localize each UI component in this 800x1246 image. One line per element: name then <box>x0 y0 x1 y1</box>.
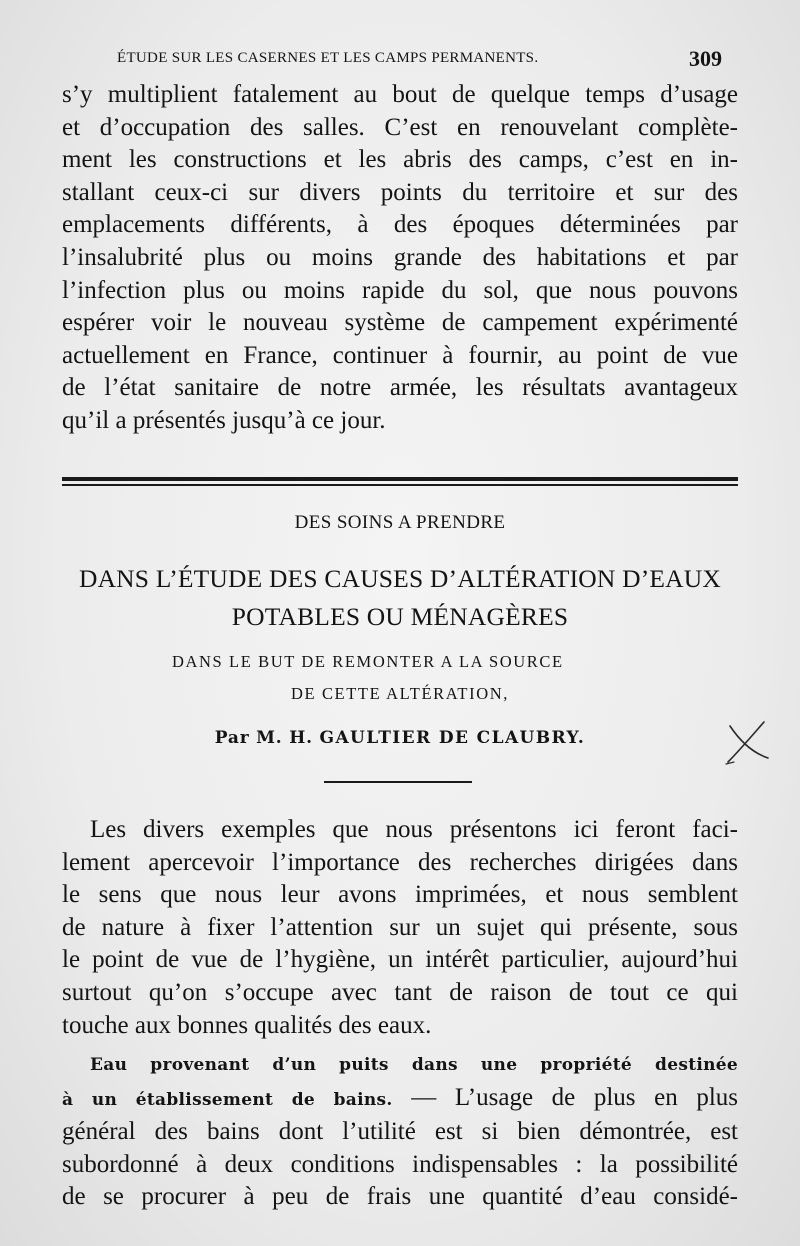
text-line: de nature à fixer l’attention sur un sujet qui présente, sous <box>62 913 738 941</box>
text-line: de l’état sanitaire de notre armée, les résultats avantageux <box>62 374 738 402</box>
text-line: s’y multiplient fatalement au bout de quelque temps d’usage <box>62 81 738 108</box>
text-line: surtout qu’on s’occupe avec tant de raison de tout ce qui <box>62 978 738 1006</box>
text-line: stallant ceux-ci sur divers points du territoire et sur des <box>62 178 738 206</box>
article-title-line-1: DANS L’ÉTUDE DES CAUSES D’ALTÉRATION D’EAUX <box>78 564 722 593</box>
run-in-title-line-2: à un établissement de bains. <box>62 1089 393 1110</box>
paragraph-run-in-title <box>62 1047 738 1082</box>
running-head-title: ÉTUDE SUR LES CASERNES ET LES CAMPS PERMANENTS. <box>117 50 539 66</box>
text-line: actuellement en France, continuer à fournir, au point de vue <box>62 341 738 369</box>
article-subtitle-line-1: DANS LE BUT DE REMONTER A LA SOURCE <box>172 652 564 671</box>
article-subtitle-line-2: DE CETTE ALTÉRATION, <box>291 684 509 703</box>
text-line: le sens que nous leur avons imprimées, et nous semblent <box>62 881 738 909</box>
author-byline <box>0 728 800 748</box>
text-span: — L’usage de plus en plus <box>392 1083 739 1111</box>
text-line: de se procurer à peu de frais une quantité d’eau considé- <box>62 1183 738 1211</box>
paragraph-introduction <box>62 814 738 1042</box>
text-line: touche aux bonnes qualités des eaux. <box>62 1011 432 1039</box>
byline-divider-rule <box>324 781 472 783</box>
text-line <box>62 1082 738 1117</box>
text-line: ment les constructions et les abris des camps, c’est en in- <box>62 146 738 174</box>
page-number: 309 <box>689 46 722 71</box>
run-in-title-line-1: Eau provenant d’un puits dans une propriété destinée <box>90 1055 738 1075</box>
text-line: et d’occupation des salles. C’est en renouvelant complète- <box>62 113 738 141</box>
article-title-line-2: POTABLES OU MÉNAGÈRES <box>231 602 569 631</box>
author-prefix: Par M. H. <box>214 728 313 748</box>
text-line: l’infection plus ou moins rapide du sol, que nous pouvons <box>62 276 738 304</box>
text-line: le point de vue de l’hygiène, un intérêt particulier, aujourd’hui <box>62 946 738 974</box>
paragraph-well-water <box>62 1047 738 1214</box>
text-line: général des bains dont l’utilité est si bien démontrée, est <box>62 1118 738 1146</box>
text-line: Les divers exemples que nous présentons ici feront faci- <box>90 816 738 843</box>
text-line: l’insalubrité plus ou moins grande des habitations et par <box>62 243 738 271</box>
text-line: espérer voir le nouveau système de campement expérimenté <box>62 309 738 337</box>
section-divider-double-rule <box>62 477 738 486</box>
article-kicker: DES SOINS A PRENDRE <box>294 512 506 533</box>
author-name: GAULTIER DE CLAUBRY. <box>319 728 586 748</box>
text-line: qu’il a présentés jusqu’à ce jour. <box>62 406 386 434</box>
text-line: subordonné à deux conditions indispensables : la possibilité <box>62 1150 738 1178</box>
text-line: lement apercevoir l’importance des recherches dirigées dans <box>62 848 738 876</box>
handwritten-cross-icon <box>724 718 770 768</box>
text-line: emplacements différents, à des époques déterminées par <box>62 211 738 239</box>
running-head <box>0 46 800 76</box>
paragraph-continued <box>62 79 738 438</box>
